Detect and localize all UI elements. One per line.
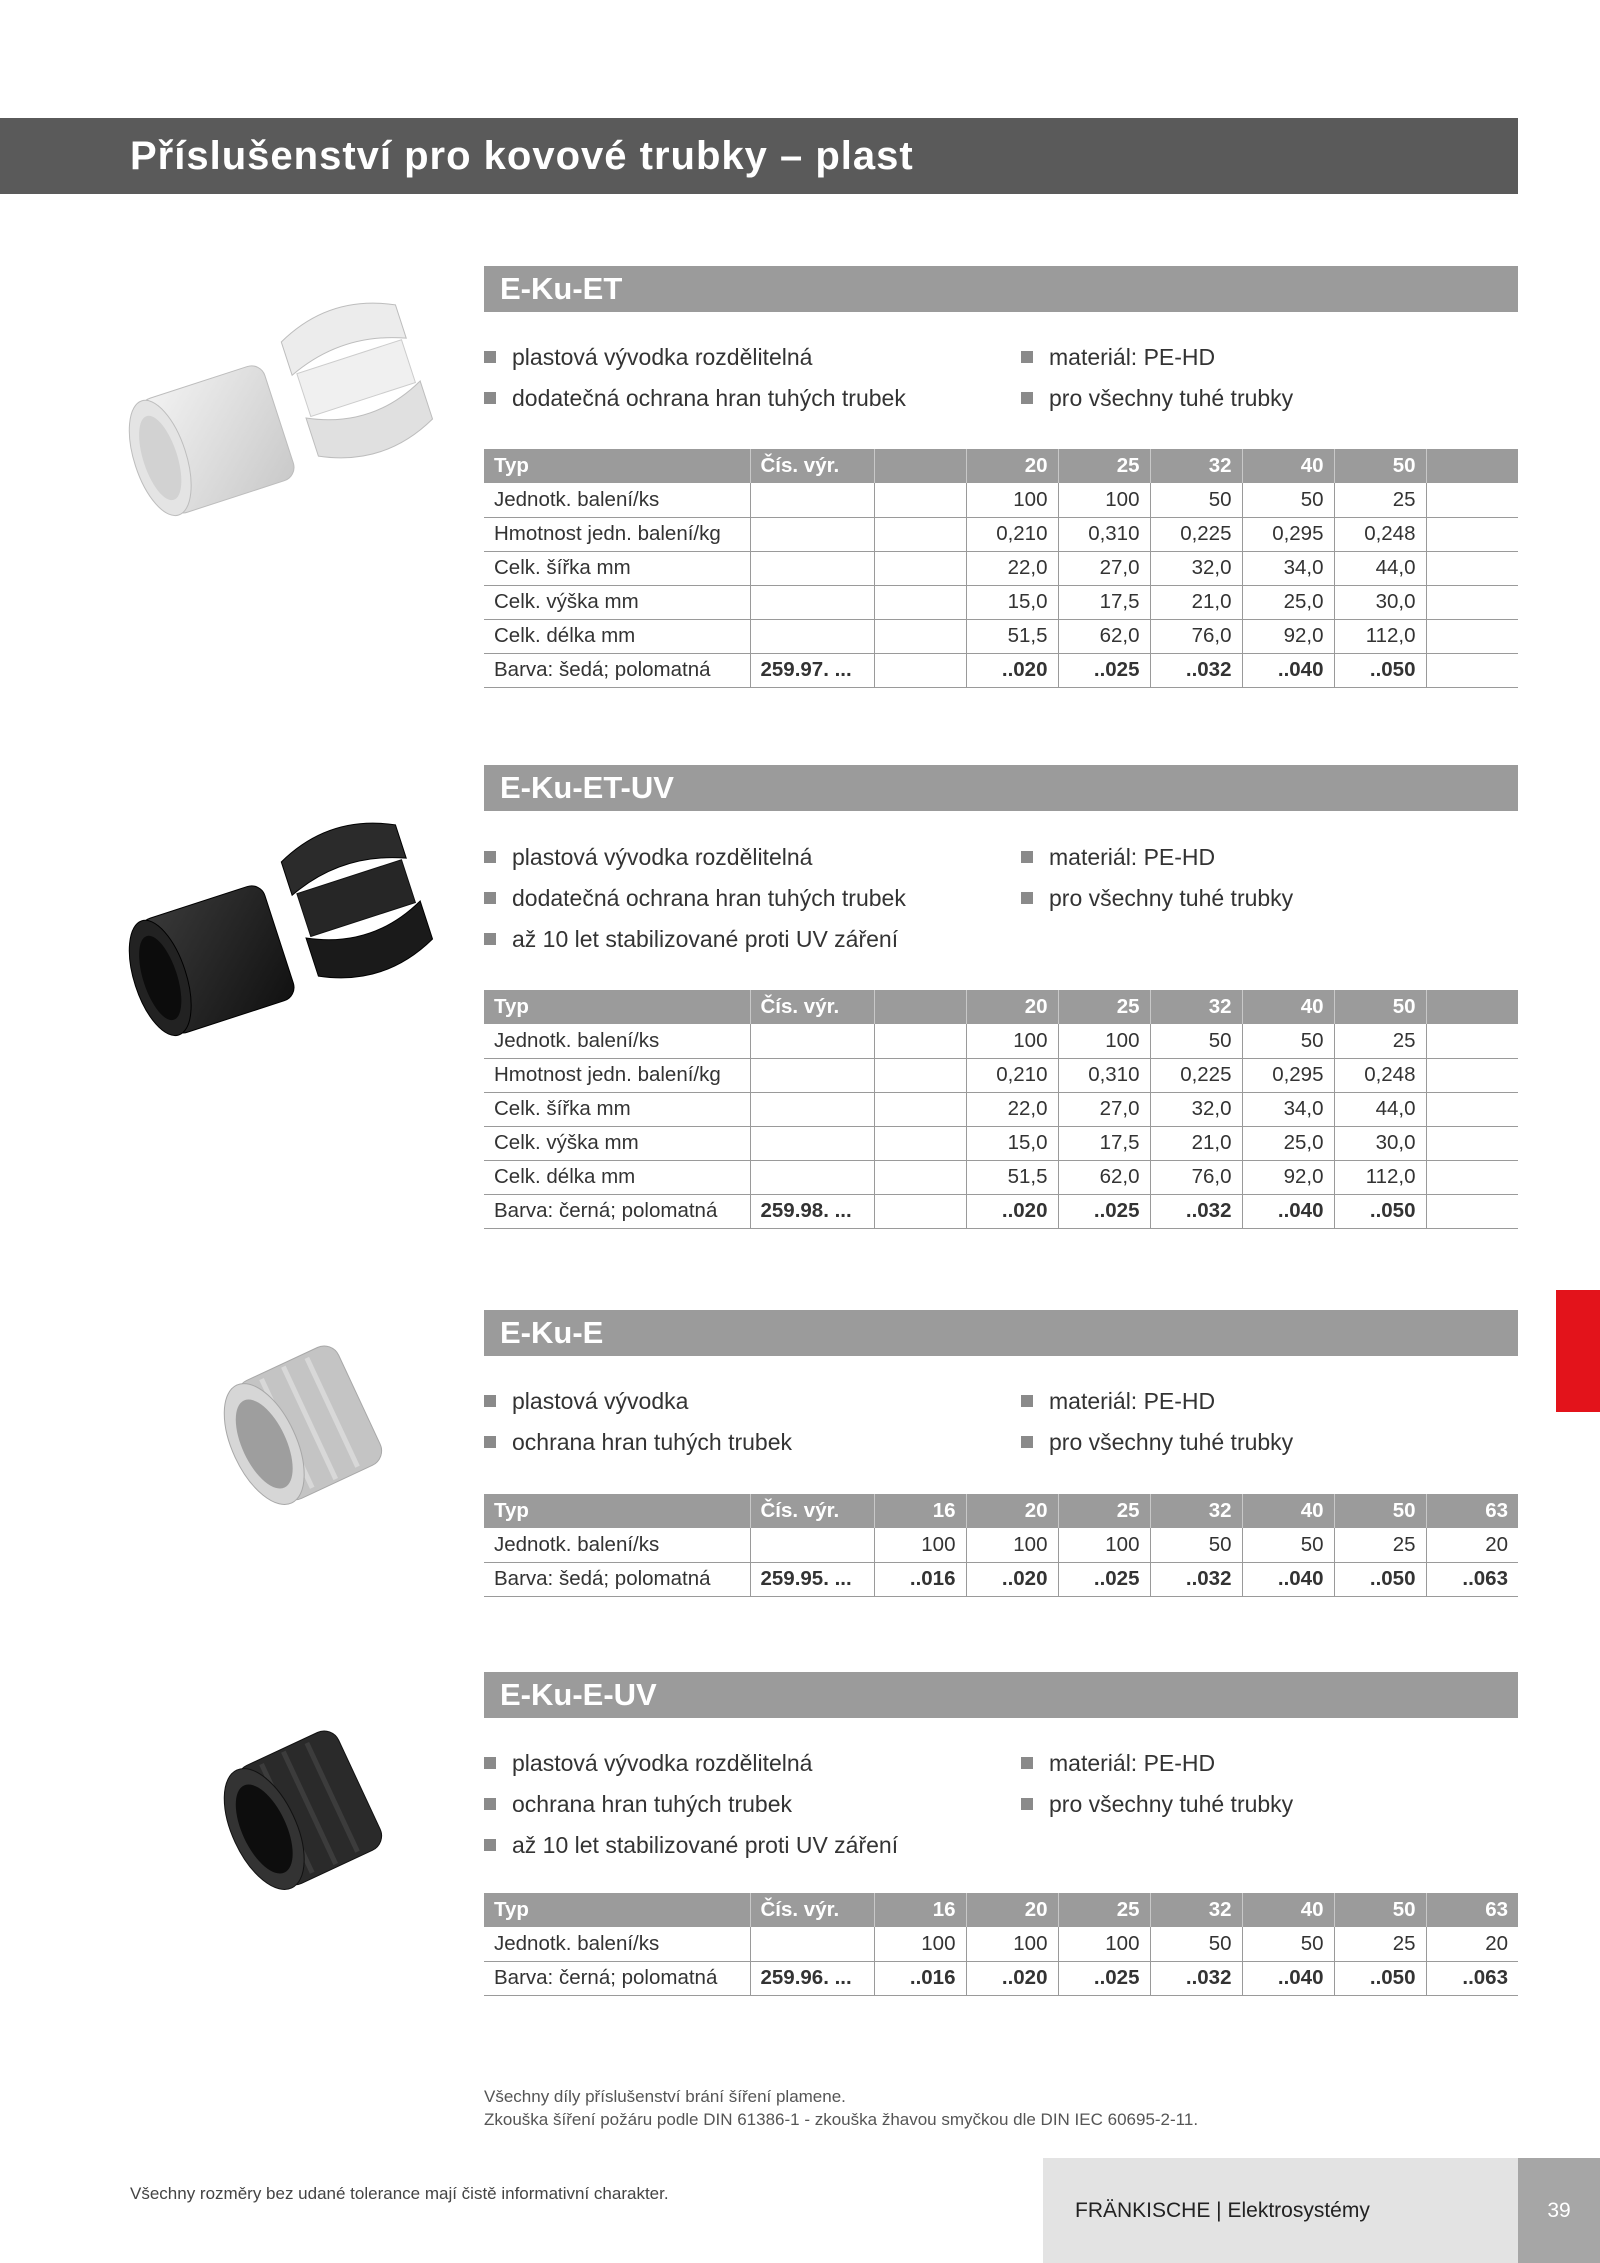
table-header-row	[484, 1494, 1518, 1528]
table-cell: Jednotk. balení/ks	[484, 1024, 750, 1058]
table-cell	[874, 483, 966, 517]
table-cell: 0,295	[1242, 517, 1334, 551]
table-cell	[750, 585, 874, 619]
feature-item: dodatečná ochrana hran tuhých trubek	[484, 883, 906, 913]
table-cell: 17,5	[1058, 1126, 1150, 1160]
table-header-cell	[1426, 990, 1518, 1024]
table-header-cell: 25	[1058, 1893, 1150, 1927]
bullet-square-icon	[1021, 351, 1033, 363]
table-header-cell	[874, 990, 966, 1024]
table-cell	[1426, 517, 1518, 551]
table-cell	[1426, 1194, 1518, 1228]
feature-item: materiál: PE-HD	[1021, 1386, 1215, 1416]
table-cell	[750, 1927, 874, 1961]
table-cell: 25	[1334, 1927, 1426, 1961]
table-cell: Jednotk. balení/ks	[484, 1528, 750, 1562]
table-cell: 25,0	[1242, 1126, 1334, 1160]
table-cell	[750, 517, 874, 551]
table-cell: 112,0	[1334, 619, 1426, 653]
table-cell: 100	[966, 1528, 1058, 1562]
table-cell: 0,310	[1058, 517, 1150, 551]
table-cell: ..025	[1058, 1194, 1150, 1228]
table-cell: ..025	[1058, 1961, 1150, 1995]
table-header-cell: 50	[1334, 449, 1426, 483]
table-header-cell: Čís. výr.	[750, 1494, 874, 1528]
table-header-cell: 50	[1334, 1494, 1426, 1528]
table-cell: 25,0	[1242, 585, 1334, 619]
table-cell	[874, 585, 966, 619]
table-cell: 50	[1150, 483, 1242, 517]
table-header-cell: 25	[1058, 1494, 1150, 1528]
table-header-row	[484, 449, 1518, 483]
feature-item: materiál: PE-HD	[1021, 342, 1215, 372]
table-cell: 25	[1334, 1528, 1426, 1562]
product-title: E-Ku-ET	[484, 266, 1518, 312]
feature-item: pro všechny tuhé trubky	[1021, 1789, 1293, 1819]
spec-table	[484, 449, 1518, 688]
table-cell	[874, 1194, 966, 1228]
table-cell: 25	[1334, 1024, 1426, 1058]
table-row	[484, 653, 1518, 687]
table-header-cell: 50	[1334, 1893, 1426, 1927]
table-cell	[750, 1126, 874, 1160]
table-cell: Celk. výška mm	[484, 1126, 750, 1160]
spec-table	[484, 1494, 1518, 1597]
table-cell: 25	[1334, 483, 1426, 517]
table-cell: 0,225	[1150, 1058, 1242, 1092]
table-cell: 0,248	[1334, 1058, 1426, 1092]
table-cell	[1426, 653, 1518, 687]
table-row	[484, 1528, 1518, 1562]
table-row	[484, 517, 1518, 551]
table-cell: ..032	[1150, 1562, 1242, 1596]
table-cell: 100	[966, 1024, 1058, 1058]
table-cell: ..020	[966, 1194, 1058, 1228]
table-cell: Celk. šířka mm	[484, 551, 750, 585]
table-row	[484, 585, 1518, 619]
article-number-cell: 259.97. ...	[750, 653, 874, 687]
table-cell: ..050	[1334, 1961, 1426, 1995]
table-row	[484, 1961, 1518, 1995]
table-cell: ..025	[1058, 1562, 1150, 1596]
table-row	[484, 551, 1518, 585]
table-cell: 22,0	[966, 551, 1058, 585]
table-cell: 100	[1058, 1927, 1150, 1961]
table-row	[484, 1058, 1518, 1092]
table-cell: ..040	[1242, 1562, 1334, 1596]
table-cell: 100	[966, 1927, 1058, 1961]
table-cell: 15,0	[966, 585, 1058, 619]
table-row	[484, 1126, 1518, 1160]
article-number-cell: 259.95. ...	[750, 1562, 874, 1596]
table-cell: Hmotnost jedn. balení/kg	[484, 517, 750, 551]
table-cell: 0,295	[1242, 1058, 1334, 1092]
table-cell: ..025	[1058, 653, 1150, 687]
table-header-cell	[1426, 449, 1518, 483]
table-cell: ..040	[1242, 1194, 1334, 1228]
table-cell: 0,310	[1058, 1058, 1150, 1092]
table-header-cell	[874, 449, 966, 483]
feature-item: pro všechny tuhé trubky	[1021, 883, 1293, 913]
table-cell: 92,0	[1242, 619, 1334, 653]
table-cell: ..063	[1426, 1562, 1518, 1596]
table-cell: 50	[1150, 1024, 1242, 1058]
page-number: 39	[1518, 2158, 1600, 2263]
table-cell: 100	[874, 1528, 966, 1562]
gland-black-image	[215, 1720, 395, 1900]
feature-item: plastová vývodka rozdělitelná	[484, 842, 812, 872]
feature-item: materiál: PE-HD	[1021, 1748, 1215, 1778]
footnote-line: Zkouška šíření požáru podle DIN 61386-1 - zkouška žhavou smyčkou dle DIN IEC 60695-2-11.	[484, 2110, 1199, 2129]
table-cell: 21,0	[1150, 1126, 1242, 1160]
table-cell: 100	[1058, 1024, 1150, 1058]
table-cell	[1426, 551, 1518, 585]
bullet-square-icon	[484, 892, 496, 904]
table-cell: 30,0	[1334, 1126, 1426, 1160]
table-cell: ..032	[1150, 1194, 1242, 1228]
table-cell	[874, 653, 966, 687]
bullet-square-icon	[484, 1436, 496, 1448]
table-cell: 62,0	[1058, 619, 1150, 653]
article-number-cell: 259.96. ...	[750, 1961, 874, 1995]
bullet-square-icon	[484, 392, 496, 404]
article-number-cell: 259.98. ...	[750, 1194, 874, 1228]
table-header-cell: 40	[1242, 449, 1334, 483]
bullet-square-icon	[484, 933, 496, 945]
table-cell: 0,210	[966, 1058, 1058, 1092]
table-cell: 50	[1150, 1927, 1242, 1961]
table-cell: Jednotk. balení/ks	[484, 1927, 750, 1961]
table-cell	[750, 1528, 874, 1562]
table-cell: Barva: šedá; polomatná	[484, 1562, 750, 1596]
table-cell: 76,0	[1150, 1160, 1242, 1194]
feature-item: pro všechny tuhé trubky	[1021, 1427, 1293, 1457]
table-header-cell: 63	[1426, 1494, 1518, 1528]
table-cell	[874, 517, 966, 551]
table-header-cell: Čís. výr.	[750, 990, 874, 1024]
table-cell	[1426, 1126, 1518, 1160]
footer-disclaimer: Všechny rozměry bez udané tolerance mají čistě informativní charakter.	[130, 2184, 669, 2203]
table-cell: 76,0	[1150, 619, 1242, 653]
table-cell	[1426, 483, 1518, 517]
table-cell: 21,0	[1150, 585, 1242, 619]
feature-item: dodatečná ochrana hran tuhých trubek	[484, 383, 906, 413]
table-cell: 100	[874, 1927, 966, 1961]
table-cell: Barva: černá; polomatná	[484, 1194, 750, 1228]
table-header-cell: 20	[966, 1893, 1058, 1927]
product-title: E-Ku-E-UV	[484, 1672, 1518, 1718]
feature-item: ochrana hran tuhých trubek	[484, 1789, 792, 1819]
bullet-square-icon	[484, 351, 496, 363]
table-cell: 30,0	[1334, 585, 1426, 619]
table-header-cell: 40	[1242, 990, 1334, 1024]
table-cell: 50	[1242, 1528, 1334, 1562]
table-cell: ..016	[874, 1961, 966, 1995]
table-cell	[874, 551, 966, 585]
product-title: E-Ku-E	[484, 1310, 1518, 1356]
table-cell: 20	[1426, 1927, 1518, 1961]
table-cell: Hmotnost jedn. balení/kg	[484, 1058, 750, 1092]
table-cell	[874, 1058, 966, 1092]
table-cell: 100	[1058, 483, 1150, 517]
table-row	[484, 1194, 1518, 1228]
table-cell: ..040	[1242, 1961, 1334, 1995]
table-header-cell: 32	[1150, 990, 1242, 1024]
bullet-square-icon	[1021, 1757, 1033, 1769]
table-cell: 32,0	[1150, 1092, 1242, 1126]
feature-item: materiál: PE-HD	[1021, 842, 1215, 872]
table-header-cell: Typ	[484, 449, 750, 483]
table-header-cell: 50	[1334, 990, 1426, 1024]
bullet-square-icon	[484, 1757, 496, 1769]
table-cell: 50	[1242, 1927, 1334, 1961]
table-cell: ..050	[1334, 653, 1426, 687]
table-cell: ..032	[1150, 653, 1242, 687]
split-gland-black-image	[110, 800, 460, 1060]
table-cell: 62,0	[1058, 1160, 1150, 1194]
table-cell: ..016	[874, 1562, 966, 1596]
table-header-row	[484, 1893, 1518, 1927]
bullet-square-icon	[1021, 392, 1033, 404]
table-cell	[750, 551, 874, 585]
table-cell	[750, 1160, 874, 1194]
bullet-square-icon	[484, 1798, 496, 1810]
table-header-cell: 25	[1058, 990, 1150, 1024]
table-cell: ..063	[1426, 1961, 1518, 1995]
table-cell: 112,0	[1334, 1160, 1426, 1194]
bullet-square-icon	[1021, 851, 1033, 863]
feature-item: až 10 let stabilizované proti UV záření	[484, 924, 898, 954]
table-row	[484, 1562, 1518, 1596]
table-cell: 51,5	[966, 1160, 1058, 1194]
table-cell	[1426, 619, 1518, 653]
feature-item: plastová vývodka	[484, 1386, 688, 1416]
bullet-square-icon	[484, 1395, 496, 1407]
table-cell	[1426, 1024, 1518, 1058]
table-cell: 15,0	[966, 1126, 1058, 1160]
footer-brand: FRÄNKISCHE | Elektrosystémy	[1043, 2158, 1518, 2263]
table-cell	[1426, 1058, 1518, 1092]
bullet-square-icon	[1021, 1395, 1033, 1407]
product-title: E-Ku-ET-UV	[484, 765, 1518, 811]
page-title: Příslušenství pro kovové trubky – plast	[0, 118, 1518, 194]
table-row	[484, 483, 1518, 517]
table-row	[484, 619, 1518, 653]
table-cell: 20	[1426, 1528, 1518, 1562]
table-header-cell: Typ	[484, 1494, 750, 1528]
table-header-cell: 32	[1150, 1893, 1242, 1927]
bullet-square-icon	[1021, 892, 1033, 904]
bullet-square-icon	[484, 1839, 496, 1851]
table-cell: Celk. výška mm	[484, 585, 750, 619]
table-cell	[1426, 585, 1518, 619]
table-cell: 0,210	[966, 517, 1058, 551]
feature-item: ochrana hran tuhých trubek	[484, 1427, 792, 1457]
table-row	[484, 1927, 1518, 1961]
spec-table	[484, 990, 1518, 1229]
table-header-cell: Čís. výr.	[750, 1893, 874, 1927]
table-cell: 17,5	[1058, 585, 1150, 619]
table-cell: ..040	[1242, 653, 1334, 687]
table-cell: 27,0	[1058, 1092, 1150, 1126]
split-gland-grey-image	[110, 280, 460, 540]
table-cell: Jednotk. balení/ks	[484, 483, 750, 517]
bullet-square-icon	[484, 851, 496, 863]
table-cell: 92,0	[1242, 1160, 1334, 1194]
footnote-line: Všechny díly příslušenství brání šíření plamene.	[484, 2087, 846, 2106]
bullet-square-icon	[1021, 1436, 1033, 1448]
table-header-cell: 20	[966, 449, 1058, 483]
table-cell	[750, 1058, 874, 1092]
table-cell: 0,225	[1150, 517, 1242, 551]
table-cell: 51,5	[966, 619, 1058, 653]
table-cell: Celk. šířka mm	[484, 1092, 750, 1126]
table-header-cell: 20	[966, 990, 1058, 1024]
table-cell: 44,0	[1334, 551, 1426, 585]
table-header-cell: 20	[966, 1494, 1058, 1528]
table-header-cell: Typ	[484, 990, 750, 1024]
table-cell: 22,0	[966, 1092, 1058, 1126]
table-cell: ..032	[1150, 1961, 1242, 1995]
table-row	[484, 1160, 1518, 1194]
table-cell: Barva: šedá; polomatná	[484, 653, 750, 687]
table-cell: 34,0	[1242, 1092, 1334, 1126]
feature-item: pro všechny tuhé trubky	[1021, 383, 1293, 413]
table-header-cell: 32	[1150, 1494, 1242, 1528]
table-cell	[750, 483, 874, 517]
bullet-square-icon	[1021, 1798, 1033, 1810]
gland-grey-image	[215, 1335, 395, 1515]
table-cell	[874, 1160, 966, 1194]
table-header-cell: 32	[1150, 449, 1242, 483]
table-cell	[874, 1126, 966, 1160]
footnote	[484, 2085, 1198, 2131]
table-cell: Celk. délka mm	[484, 619, 750, 653]
table-row	[484, 1024, 1518, 1058]
table-header-row	[484, 990, 1518, 1024]
table-cell: ..020	[966, 653, 1058, 687]
table-cell: 50	[1242, 483, 1334, 517]
table-cell: ..020	[966, 1562, 1058, 1596]
table-cell: 32,0	[1150, 551, 1242, 585]
table-cell	[750, 1024, 874, 1058]
table-cell	[750, 619, 874, 653]
table-cell: 100	[966, 483, 1058, 517]
table-header-cell: 16	[874, 1893, 966, 1927]
table-cell	[874, 619, 966, 653]
table-header-cell: 40	[1242, 1893, 1334, 1927]
table-header-cell: 16	[874, 1494, 966, 1528]
table-header-cell: 63	[1426, 1893, 1518, 1927]
feature-item: plastová vývodka rozdělitelná	[484, 1748, 812, 1778]
table-cell: Celk. délka mm	[484, 1160, 750, 1194]
table-cell: 0,248	[1334, 517, 1426, 551]
table-header-cell: Čís. výr.	[750, 449, 874, 483]
table-cell: 100	[1058, 1528, 1150, 1562]
table-row	[484, 1092, 1518, 1126]
table-cell: 50	[1242, 1024, 1334, 1058]
table-cell	[1426, 1160, 1518, 1194]
chapter-tab-marker	[1556, 1290, 1600, 1412]
table-cell: 50	[1150, 1528, 1242, 1562]
table-cell	[874, 1092, 966, 1126]
table-cell: ..050	[1334, 1194, 1426, 1228]
feature-item: až 10 let stabilizované proti UV záření	[484, 1830, 898, 1860]
table-cell: 27,0	[1058, 551, 1150, 585]
table-cell	[750, 1092, 874, 1126]
table-cell: 44,0	[1334, 1092, 1426, 1126]
table-header-cell: 25	[1058, 449, 1150, 483]
table-cell: ..050	[1334, 1562, 1426, 1596]
table-header-cell: Typ	[484, 1893, 750, 1927]
table-cell	[1426, 1092, 1518, 1126]
spec-table	[484, 1893, 1518, 1996]
table-cell: 34,0	[1242, 551, 1334, 585]
feature-item: plastová vývodka rozdělitelná	[484, 342, 812, 372]
table-cell: Barva: černá; polomatná	[484, 1961, 750, 1995]
table-header-cell: 40	[1242, 1494, 1334, 1528]
table-cell: ..020	[966, 1961, 1058, 1995]
table-cell	[874, 1024, 966, 1058]
